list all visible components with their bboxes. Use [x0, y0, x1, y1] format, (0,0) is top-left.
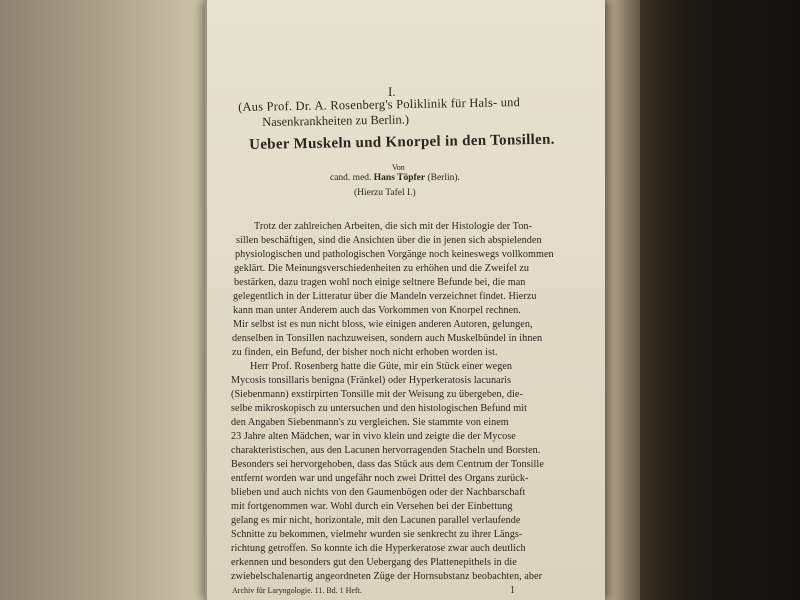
- author-prefix: cand. med.: [330, 173, 372, 183]
- body-line: mit fortgenommen war. Wohl durch ein Versehen bei der Einbettung: [231, 501, 513, 512]
- page-number: 1: [510, 585, 515, 596]
- body-line: Trotz der zahlreichen Arbeiten, die sich mit der Histologie der Ton-: [254, 221, 532, 232]
- body-line: kann man unter Anderem auch das Vorkommen von Knorpel rechnen.: [233, 305, 521, 316]
- body-line: charakteristischen, aus den Lacunen hervorragenden Stacheln und Borsten.: [231, 445, 541, 456]
- plate-reference: (Hierzu Tafel I.): [354, 188, 416, 198]
- body-line: 23 Jahre alten Mädchen, war in vivo klein und zeigte die der Mycose: [231, 431, 516, 442]
- background-right: [640, 0, 800, 600]
- body-line: selbe mikroskopisch zu untersuchen und den histologischen Befund mit: [231, 403, 527, 414]
- author-suffix: (Berlin).: [427, 173, 460, 183]
- by-label: Von: [392, 163, 405, 172]
- body-line: Mir selbst ist es nun nicht bloss, wie einigen anderen Autoren, gelungen,: [233, 319, 533, 330]
- author-name: Hans Töpfer: [373, 173, 426, 183]
- body-line: Mycosis tonsillaris benigna (Fränkel) oder Hyperkeratosis lacunaris: [231, 375, 512, 386]
- body-line: entfernt worden war und ungefähr noch zwei Drittel des Organs zurück-: [231, 473, 529, 484]
- body-line: Herr Prof. Rosenberg hatte die Güte, mir ein Stück einer wegen: [250, 361, 513, 372]
- body-line: geklärt. Die Meinungsverschiedenheiten zu erhöhen und die Zweifel zu: [234, 263, 530, 274]
- body-line: Schnitte zu bekommen, vielmehr wurden sie senkrecht zu ihrer Längs-: [231, 529, 523, 540]
- body-line: (Siebenmann) exstirpirten Tonsille mit der Weisung zu übergeben, die-: [231, 389, 523, 400]
- body-line: zwiebelschalenartig angeordneten Züge der Hornsubstanz beobachten, aber: [231, 571, 543, 582]
- body-line: erkennen und besonders gut den Uebergang des Plattenepithels in die: [231, 557, 517, 568]
- journal-footer: Archiv für Laryngologie. 11. Bd. 1 Heft.: [232, 586, 362, 595]
- section-numeral: I.: [388, 84, 396, 99]
- body-line: gelegentlich in der Litteratur über die Mandeln verzeichnet findet. Hierzu: [233, 291, 537, 302]
- body-line: denselben in Tonsillen nachzuweisen, sondern auch Muskelbündel in ihnen: [232, 333, 543, 344]
- article-title: Ueber Muskeln und Knorpel in den Tonsillen.: [249, 131, 555, 153]
- heading-line-1: (Aus Prof. Dr. A. Rosenberg's Poliklinik für Hals- und: [238, 95, 521, 114]
- body-line: gelang es mir nicht, horizontale, mit den Lacunen parallel verlaufende: [231, 515, 521, 526]
- body-line: den Angaben Siebenmann's zu vergleichen. Sie stammte von einem: [231, 417, 509, 428]
- background-left: [0, 0, 210, 600]
- author-line: [330, 173, 460, 183]
- heading-line-2: Nasenkrankheiten zu Berlin.): [262, 112, 410, 129]
- body-line: bestärken, dazu tragen wohl noch einige seltnere Befunde bei, die man: [234, 277, 526, 288]
- body-line: blieben und auch nichts von den Gaumenbögen oder der Nachbarschaft: [231, 487, 526, 498]
- body-line: zu finden, ein Befund, der bisher noch nicht erhoben worden ist.: [232, 347, 498, 358]
- body-line: Besonders sei hervorgehoben, dass das Stück aus dem Centrum der Tonsille: [231, 459, 544, 470]
- body-line: physiologischen und pathologischen Vorgänge noch keineswegs vollkommen: [235, 249, 554, 260]
- body-line: richtung getroffen. So konnte ich die Hyperkeratose zwar auch deutlich: [231, 543, 526, 554]
- body-line: sillen beschäftigen, sind die Ansichten über die in jenen sich abspielenden: [236, 235, 542, 246]
